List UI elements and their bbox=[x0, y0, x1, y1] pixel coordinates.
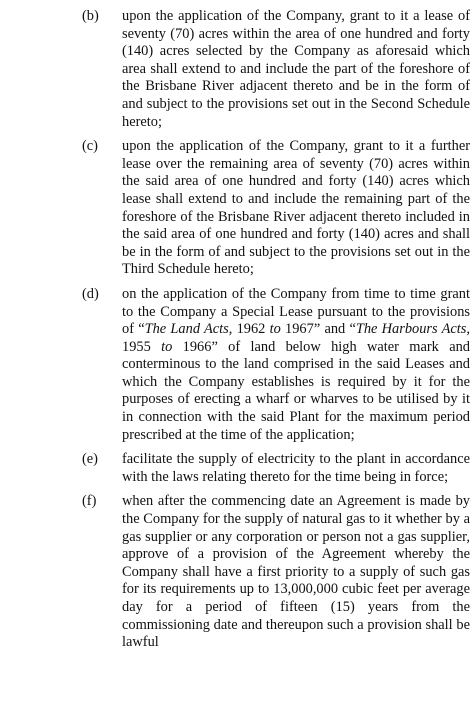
text-run: 1966” of land below high water mark and conterminous to the land comprised in the said Leases and which the Company establishes is required by it for the purposes of erecting a wharf or wharves to be utilised by it in connection with the said Plant for the maximum period prescribed at the time of the application; bbox=[122, 338, 470, 443]
italic-to: to bbox=[161, 338, 173, 355]
italic-to: to bbox=[269, 321, 281, 338]
clause-label: (e) bbox=[82, 451, 98, 468]
clause-text bbox=[122, 286, 470, 444]
clause-label: (d) bbox=[82, 285, 99, 302]
clause-f bbox=[0, 493, 472, 651]
act-title-italic: The Land Acts bbox=[144, 321, 229, 338]
clause-c bbox=[0, 138, 472, 279]
text-run: 1967” and “ bbox=[280, 321, 356, 338]
act-title-italic: The Harbours Acts bbox=[355, 321, 467, 338]
clause-e bbox=[0, 451, 472, 486]
clause-label: (c) bbox=[82, 138, 98, 155]
text-run: on the application of the Company from time to time grant to the Company a Special Lease pursuant to the provisions of “ bbox=[122, 285, 470, 338]
clause-d bbox=[0, 286, 472, 444]
clause-label: (b) bbox=[82, 8, 99, 24]
clause-text: facilitate the supply of electricity to the plant in accordance with the laws relating thereto for the time being in force; bbox=[122, 451, 470, 485]
clause-text: upon the application of the Company, grant to it a further lease over the remaining area of seventy (70) acres within the said area of one hundred and forty (140) acres which lease shall extend to and include the remaining part of the foreshore of the Brisbane River adjacent thereto included in the said area of one hundred and forty (140) acres and shall be in the form of and subject to the provisions set out in the Third Schedule hereto; bbox=[122, 138, 470, 278]
text-run: , 1955 bbox=[122, 321, 470, 355]
clause-b bbox=[0, 8, 472, 131]
clause-label: (f) bbox=[82, 493, 97, 510]
text-run: , 1962 bbox=[228, 321, 270, 338]
clause-text: upon the application of the Company, grant to it a lease of seventy (70) acres within the area of one hundred and forty (140) acres selected by the Company as aforesaid which area shall extend to and include the part of the foreshore of the Brisbane River adjacent thereto and be in the form of and subject to the provisions set out in the Second Schedule hereto; bbox=[122, 8, 470, 130]
clause-text: when after the commencing date an Agreement is made by the Company for the supply of natural gas to it whether by a gas supplier or any corporation or person not a gas supplier, approve of a provision of the Agreement whereby the Company shall have a first priority to a supply of such gas for its requirements up to 13,000,000 cubic feet per average day for a period of fifteen (15) years from the commissioning date and thereupon such a provision shall be lawful bbox=[122, 493, 470, 651]
